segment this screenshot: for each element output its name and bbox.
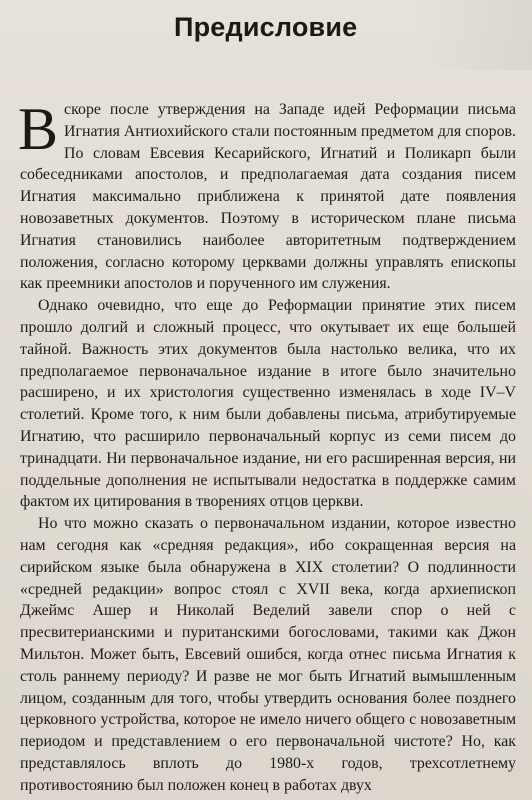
drop-cap-letter: В — [18, 96, 59, 162]
paragraph-1-text: скоре после утверждения на Западе идей Реформации письма Игнатия Антиохийского стали постоянным предметом для споров. По словам Евсевия Кесарийского, Игнатий и Поликарп были собеседниками апостолов, и предполагаемая дата создания писем Игнатия максимально приближена к принятой дате появления новозаветных документов. Поэтому в историческом плане письма Игнатия становились наиболее авторитетным подтверждением положения, согласно которому церквами должны управлять епископы как преемники апостолов и порученного им служения. — [20, 101, 516, 293]
page-edge-shadow — [412, 0, 532, 70]
body-text — [18, 96, 516, 797]
page-title: Предисловие — [174, 12, 358, 42]
paragraph-1 — [18, 96, 516, 295]
paragraph-2: Однако очевидно, что еще до Реформации принятие этих писем прошло долгий и сложный процесс, что окутывает их еще большей тайной. Важность этих документов была настолько велика, что их предполагаемое первоначальное издание в итоге было значительно расширено, и их христология существенно изменялась в ходе IV–V столетий. Кроме того, к ним были добавлены письма, атрибутируемые Игнатию, что расширило первоначальный корпус из семи писем до тринадцати. Ни первоначальное издание, ни его расширенная версия, ни поддельные дополнения не испытывали недостатка в поддержке самим фактом их цитирования в творениях отцов церкви. — [20, 297, 516, 511]
paragraph-3: Но что можно сказать о первоначальном издании, которое известно нам сегодня как «средняя редакция», ибо сокращенная версия на сирийском языке была обнаружена в XIX столетии? О подлинности «средней редакции» вопрос стоял с XVII века, когда архиепископ Джеймс Ашер и Николай Веделий завели спор о ней с пресвитерианскими и пуританскими богословами, такими как Джон Мильтон. Может быть, Евсевий ошибся, когда отнес письма Игнатия к столь раннему периоду? И разве не мог быть Игнатий вымышленным лицом, созданным для того, чтобы утвердить основания более позднего церковного устройства, которое не имело ничего общего с новозаветным периодом и представлением о его первоначальной чистоте? Но, как представлялось вплоть до 1980-х годов, трехсотлетнему противостоянию был положен конец в работах двух — [20, 515, 516, 794]
